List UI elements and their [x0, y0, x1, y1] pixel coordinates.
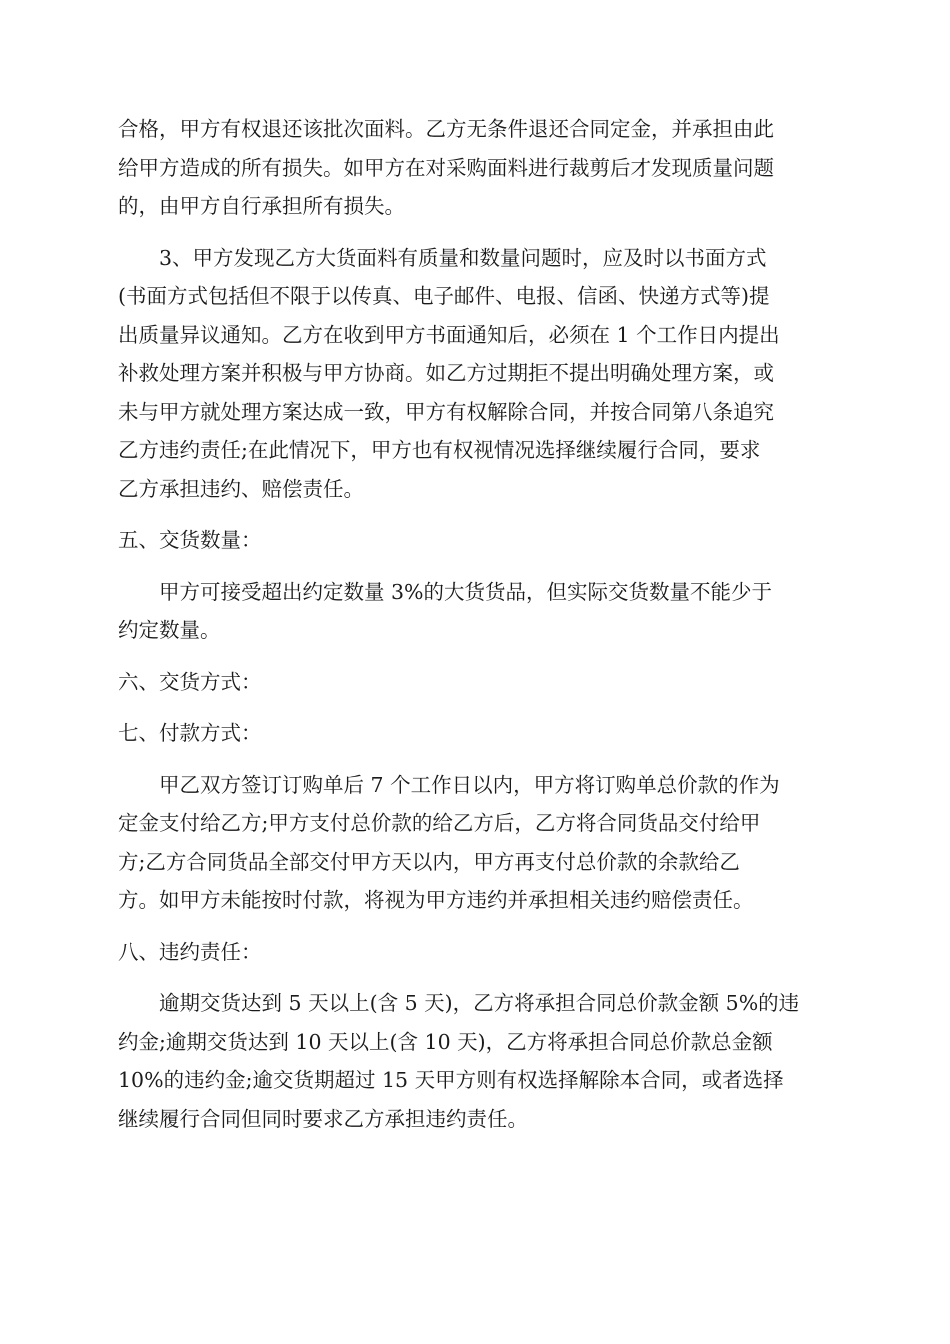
text-line: 补救处理方案并积极与甲方协商。如乙方过期拒不提出明确处理方案，或	[118, 361, 774, 385]
text-line: 给甲方造成的所有损失。如甲方在对采购面料进行裁剪后才发现质量问题	[118, 155, 774, 180]
text-line: (书面方式包括但不限于以传真、电子邮件、电报、信函、快递方式等)提	[118, 284, 770, 308]
text-line: 出质量异议通知。乙方在收到甲方书面通知后，必须在 1 个工作日内提出	[118, 322, 780, 347]
text-line: 五、交货数量：	[118, 528, 262, 552]
text-line: 乙方承担违约、赔偿责任。	[118, 476, 364, 501]
section-heading-breach-liability	[118, 933, 836, 972]
document-body	[118, 110, 836, 1151]
text-line: 乙方违约责任;在此情况下，甲方也有权视情况选择继续履行合同，要求	[118, 438, 761, 462]
paragraph-item-3	[118, 239, 836, 509]
text-line: 3、甲方发现乙方大货面料有质量和数量问题时，应及时以书面方式	[159, 245, 767, 270]
text-line: 六、交货方式：	[118, 669, 262, 694]
text-line: 约金;逾期交货达到 10 天以上(含 10 天)，乙方将承担合同总价款总金额	[118, 1029, 773, 1054]
paragraph-continuation	[118, 110, 836, 226]
paragraph-breach-liability	[118, 984, 836, 1138]
paragraph-payment-method	[118, 766, 836, 920]
text-line: 方;乙方合同货品全部交付甲方天以内，甲方再支付总价款的余款给乙	[118, 849, 740, 874]
text-line: 甲方可接受超出约定数量 3%的大货货品，但实际交货数量不能少于	[159, 579, 773, 604]
text-line: 10%的违约金;逾交货期超过 15 天甲方则有权选择解除本合同，或者选择	[118, 1068, 784, 1092]
text-line: 定金支付给乙方;甲方支付总价款的给乙方后，乙方将合同货品交付给甲	[118, 811, 761, 835]
text-line: 逾期交货达到 5 天以上(含 5 天)，乙方将承担合同总价款金额 5%的违	[159, 991, 800, 1015]
text-line: 合格，甲方有权退还该批次面料。乙方无条件退还合同定金，并承担由此	[118, 117, 774, 141]
text-line: 方。如甲方未能按时付款，将视为甲方违约并承担相关违约赔偿责任。	[118, 888, 754, 912]
text-line: 的，由甲方自行承担所有损失。	[118, 194, 405, 218]
text-line: 未与甲方就处理方案达成一致，甲方有权解除合同，并按合同第八条追究	[118, 399, 774, 424]
text-line: 七、付款方式：	[118, 721, 262, 745]
text-line: 约定数量。	[118, 618, 221, 642]
section-heading-delivery-quantity	[118, 521, 836, 560]
text-line: 甲乙双方签订订购单后 7 个工作日以内，甲方将订购单总价款的作为	[159, 772, 780, 797]
section-heading-delivery-method	[118, 663, 836, 702]
text-line: 继续履行合同但同时要求乙方承担违约责任。	[118, 1106, 528, 1131]
text-line: 八、违约责任：	[118, 939, 262, 964]
paragraph-delivery-quantity	[118, 573, 836, 650]
section-heading-payment-method	[118, 714, 836, 753]
